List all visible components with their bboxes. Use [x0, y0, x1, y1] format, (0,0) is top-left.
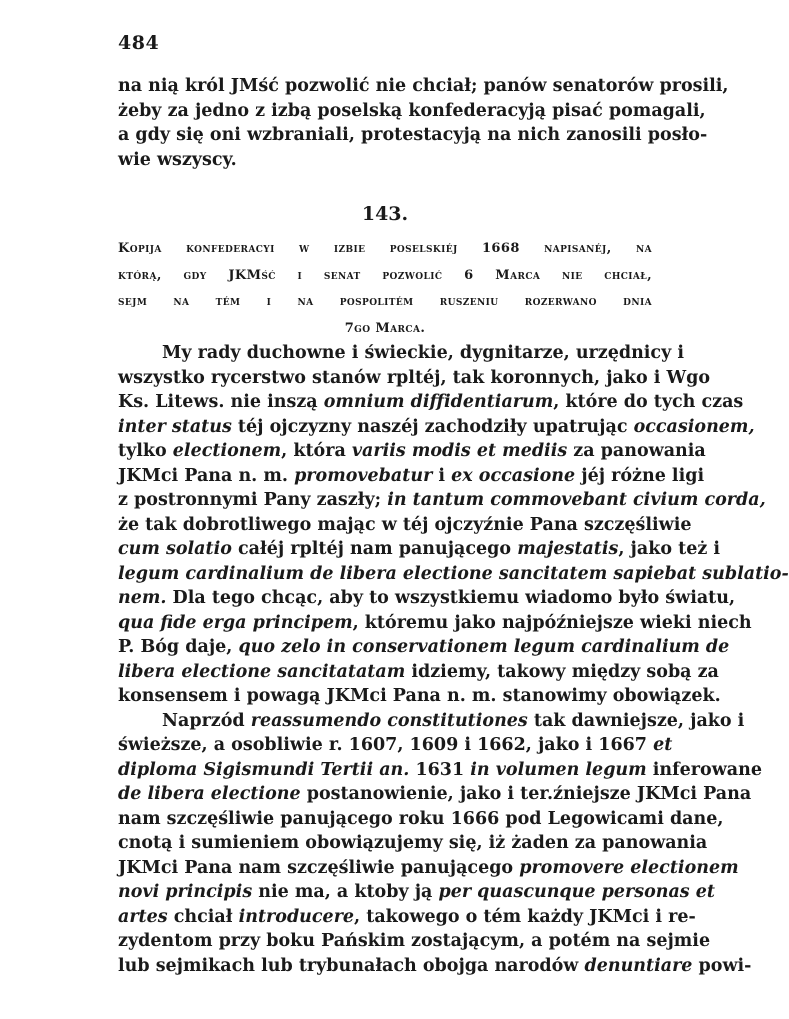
text-line: konsensem i powagą JKMci Pana n. m. stanowimy obowiązek. — [118, 686, 721, 706]
latin-phrase: reassumendo constitutiones — [250, 710, 528, 731]
latin-phrase: legum cardinalium de libera electione sancitatem sapiebat sublatio- — [118, 563, 789, 584]
body-text — [118, 341, 789, 978]
text-line: Ks. Litews. nie inszą omnium diffidentiarum, które do tych czas — [118, 392, 744, 412]
latin-phrase: promovere electionem — [519, 857, 739, 878]
latin-phrase: de libera electione — [118, 784, 301, 804]
text-line: tylko electionem, która variis modis et mediis za panowania — [118, 441, 706, 461]
latin-phrase: introducere — [238, 906, 355, 927]
text-line: zydentom przy boku Pańskim zostającym, a potém na sejmie — [118, 931, 711, 951]
text-line: cnotą i sumieniem obowiązujemy się, iż żaden za panowania — [118, 833, 708, 853]
text-line: nam szczęśliwie panującego roku 1666 pod Legowicami dane, — [118, 808, 724, 829]
text-line: de libera electione postanowienie, jako i ter.źniejsze JKMci Pana — [118, 784, 752, 804]
text-line: a gdy się oni wzbraniali, protestacyją na nich zanosili posło- — [118, 125, 708, 145]
text-line: diploma Sigismundi Tertii an. 1631 in volumen legum inferowane — [118, 759, 762, 780]
latin-phrase: inter status — [118, 416, 232, 437]
latin-phrase: quo zelo in conservationem legum cardinalium de — [238, 637, 730, 657]
latin-phrase: cum solatio — [118, 539, 232, 559]
text-line: lub sejmikach lub trybunałach obojga narodów denuntiare powi- — [118, 955, 752, 976]
latin-phrase: promovebatur — [294, 465, 433, 486]
text-line: żeby za jedno z izbą poselską konfederacyją pisać pomagali, — [118, 100, 706, 121]
latin-phrase: diploma Sigismundi Tertii an. — [118, 759, 410, 780]
latin-phrase: novi principis — [118, 882, 253, 902]
latin-phrase: qua fide erga principem — [118, 612, 353, 633]
intro-paragraph — [118, 74, 729, 172]
heading-line: którą, gdy JKMść i senat pozwolić 6 Marca nie chciał, — [118, 267, 652, 283]
section-heading — [118, 236, 652, 342]
text-line: na nią król JMść pozwolić nie chciał; panów senatorów prosili, — [118, 76, 729, 96]
latin-phrase: denuntiare — [584, 955, 693, 976]
text-line: inter status téj ojczyzny naszéj zachodziły upatrując occasionem, — [118, 416, 755, 437]
text-line: wszystko rycerstwo stanów rpltéj, tak koronnych, jako i Wgo — [118, 367, 711, 388]
latin-phrase: in volumen legum — [470, 759, 647, 780]
latin-phrase: electionem — [172, 441, 282, 461]
page-number: 484 — [118, 32, 160, 54]
text-line: świeższe, a osobliwie r. 1607, 1609 i 1662, jako i 1667 et — [118, 735, 673, 755]
heading-line: 7go Marca. — [344, 320, 426, 336]
text-line: że tak dobrotliwego mając w téj ojczyźnie Pana szczęśliwie — [118, 514, 692, 535]
latin-phrase: artes — [118, 906, 168, 927]
text-line: artes chciał introducere, takowego o tém każdy JKMci i re- — [118, 906, 696, 927]
latin-phrase: variis modis et mediis — [351, 441, 568, 461]
latin-phrase: omnium diffidentiarum — [323, 392, 554, 412]
text-line: JKMci Pana nam szczęśliwie panującego promovere electionem — [118, 857, 739, 878]
text-line: nem. Dla tego chcąc, aby to wszystkiemu wiadomo było światu, — [118, 588, 736, 608]
text-line: Naprzód reassumendo constitutiones tak dawniejsze, jako i — [162, 710, 745, 731]
latin-phrase: libera electione sancitatatam — [118, 661, 406, 682]
text-line: My rady duchowne i świeckie, dygnitarze, urzędnicy i — [162, 343, 685, 363]
text-line: cum solatio całéj rpltéj nam panującego majestatis, jako też i — [118, 539, 721, 559]
text-line: novi principis nie ma, a ktoby ją per quascunque personas et — [118, 882, 715, 902]
text-line: P. Bóg daje, quo zelo in conservationem legum cardinalium de — [118, 637, 730, 657]
text-line: qua fide erga principem, któremu jako najpóźniejsze wieki niech — [118, 612, 752, 633]
latin-phrase: ex occasione — [451, 465, 576, 486]
text-line — [118, 562, 789, 587]
latin-phrase: in tantum commovebant civium corda, — [387, 490, 766, 510]
latin-phrase: et — [653, 735, 673, 755]
text-line: wie wszyscy. — [118, 149, 237, 170]
latin-phrase: occasionem, — [633, 416, 755, 437]
section-number: 143. — [361, 203, 409, 225]
heading-line: Kopija konfederacyi w izbie poselskiéj 1668 napisanéj, na — [118, 241, 652, 256]
text-line: JKMci Pana n. m. promovebatur i ex occasione jéj różne ligi — [118, 465, 705, 486]
heading-line: sejm na tém i na pospolitém ruszeniu rozerwano dnia — [118, 294, 652, 309]
latin-phrase: nem. — [118, 588, 167, 608]
latin-phrase: per quascunque personas et — [438, 882, 715, 902]
text-line: libera electione sancitatatam idziemy, takowy między sobą za — [118, 661, 719, 682]
text-line: z postronnymi Pany zaszły; in tantum commovebant civium corda, — [118, 490, 766, 510]
latin-phrase: majestatis — [517, 539, 619, 559]
